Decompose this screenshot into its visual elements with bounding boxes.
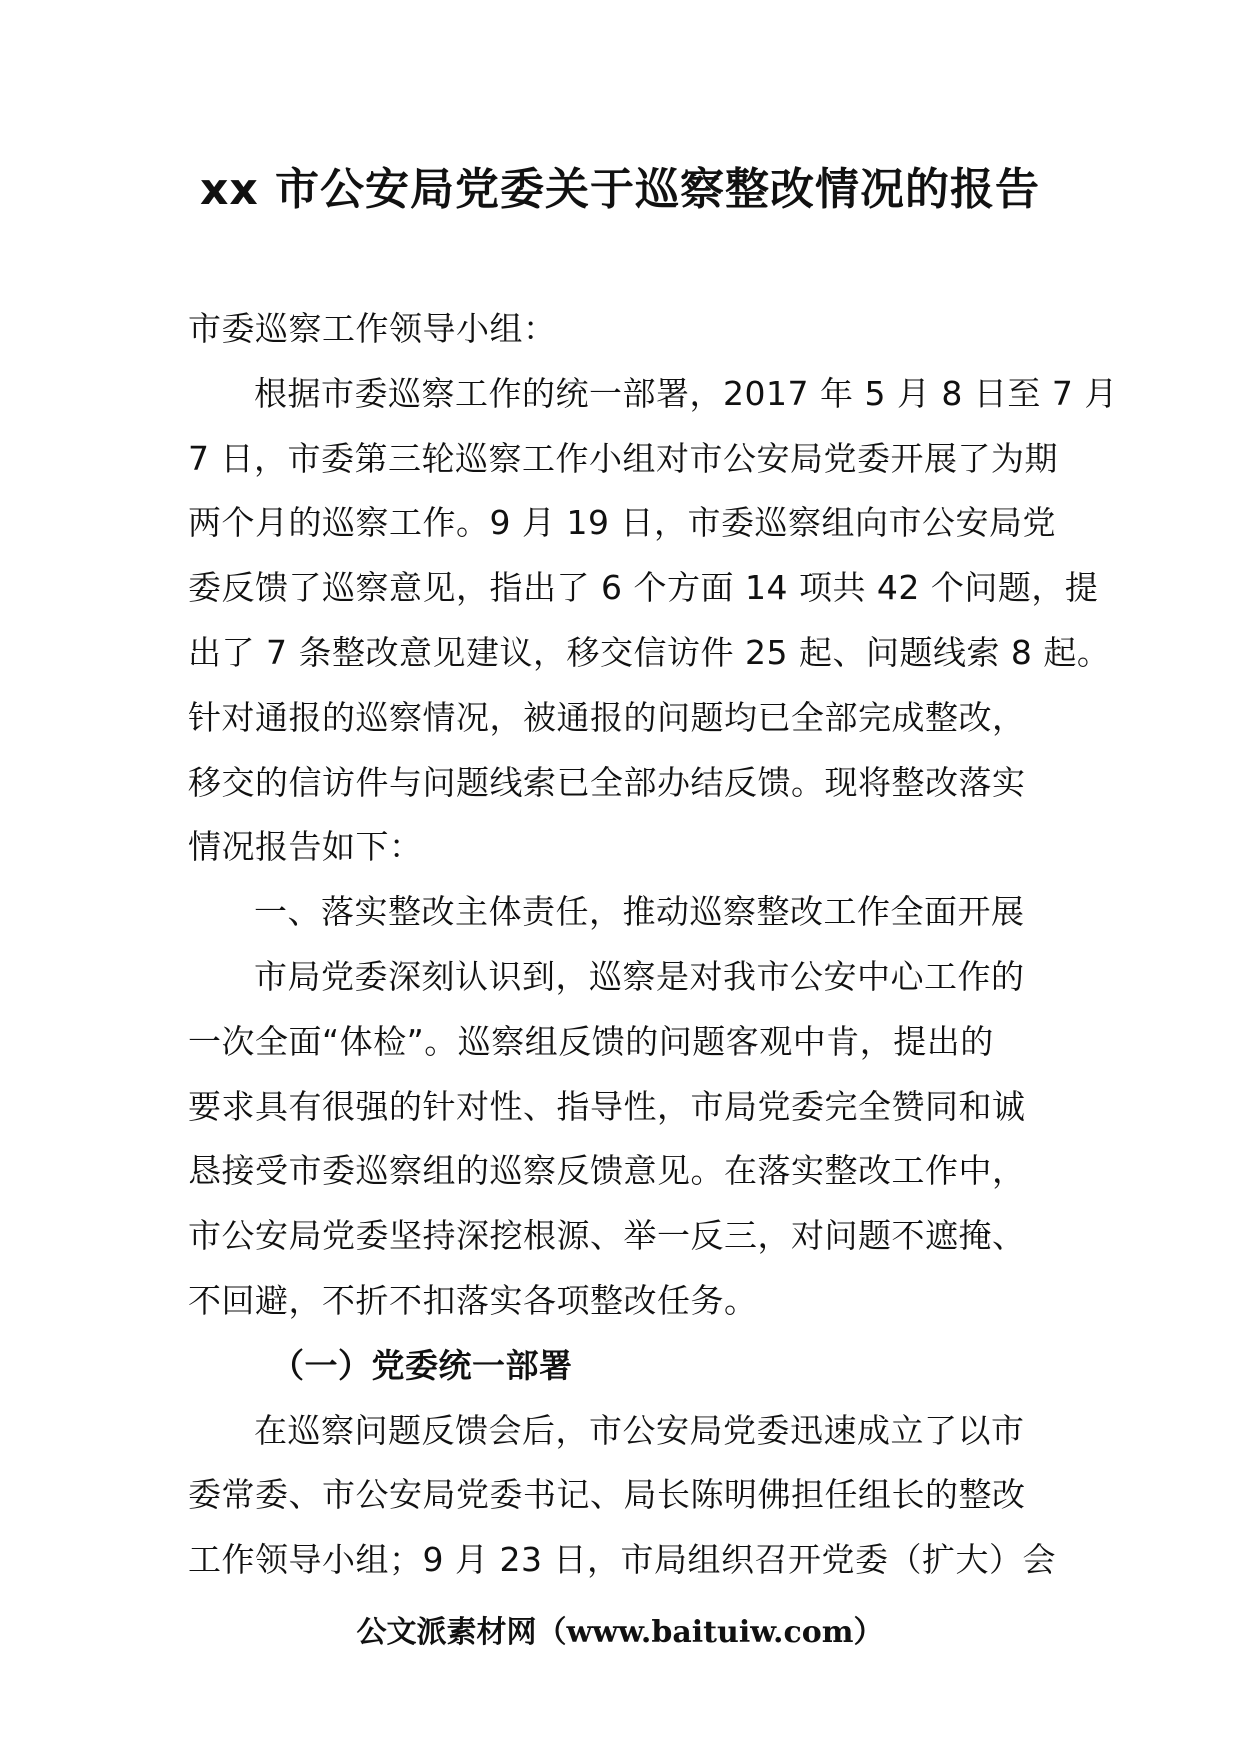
body-line: 市公安局党委坚持深挖根源、举一反三，对问题不遮掩、: [188, 1216, 1026, 1256]
body-line: 工作领导小组；9 月 23 日，市局组织召开党委（扩大）会: [188, 1540, 1056, 1580]
document-body: [188, 297, 1118, 1593]
body-line: 移交的信访件与问题线索已全部办结反馈。现将整改落实: [188, 762, 1026, 802]
body-line: 市局党委深刻认识到，巡察是对我市公安中心工作的: [254, 956, 1025, 996]
body-line: 根据市委巡察工作的统一部署，2017 年 5 月 8 日至 7 月: [254, 373, 1118, 413]
body-line: 针对通报的巡察情况，被通报的问题均已全部完成整改，: [188, 697, 1026, 737]
body-line: 在巡察问题反馈会后，市公安局党委迅速成立了以市: [254, 1410, 1025, 1450]
body-line: 出了 7 条整改意见建议，移交信访件 25 起、问题线索 8 起。: [188, 632, 1111, 672]
body-line: 要求具有很强的针对性、指导性，市局党委完全赞同和诚: [188, 1086, 1026, 1126]
footer-watermark: 公文派素材网（www.baituiw.com）: [356, 1615, 884, 1650]
body-line: 不回避，不折不扣落实各项整改任务。: [188, 1280, 758, 1320]
body-line: 委常委、市公安局党委书记、局长陈明佛担任组长的整改: [188, 1475, 1026, 1515]
body-line: 恳接受市委巡察组的巡察反馈意见。在落实整改工作中，: [188, 1151, 1026, 1191]
document-title: xx 市公安局党委关于巡察整改情况的报告: [199, 164, 1041, 215]
salutation-line: 市委巡察工作领导小组：: [188, 309, 557, 348]
body-line: 7 日，市委第三轮巡察工作小组对市公安局党委开展了为期: [188, 438, 1058, 478]
body-line: 两个月的巡察工作。9 月 19 日，市委巡察组向市公安局党: [188, 503, 1056, 543]
body-line: 委反馈了巡察意见，指出了 6 个方面 14 项共 42 个问题，提: [188, 568, 1099, 608]
subsection-heading: （一）党委统一部署: [271, 1345, 573, 1385]
section-heading: 一、落实整改主体责任，推动巡察整改工作全面开展: [254, 892, 1025, 932]
body-line: 一次全面“体检”。巡察组反馈的问题客观中肯，提出的: [188, 1021, 994, 1061]
body-line: 情况报告如下：: [188, 827, 423, 867]
